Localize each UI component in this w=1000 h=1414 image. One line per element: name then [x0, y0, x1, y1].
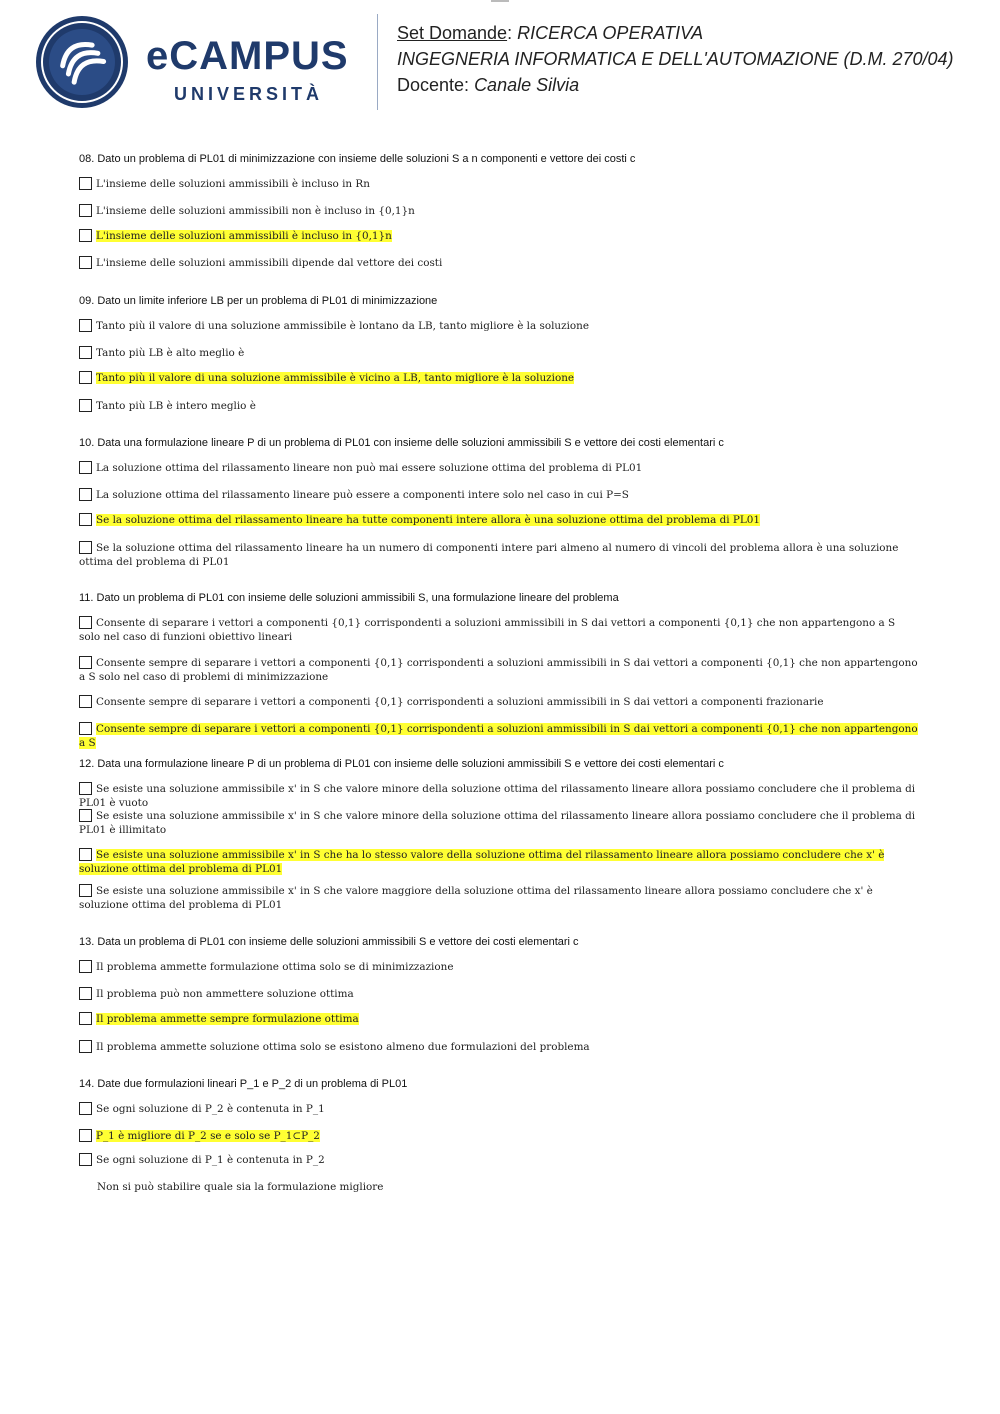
- checkbox[interactable]: [79, 1153, 92, 1166]
- question-title: 14. Date due formulazioni lineari P_1 e P_2 di un problema di PL01: [79, 1078, 408, 1090]
- checkbox[interactable]: [79, 513, 92, 526]
- teacher-name: Canale Silvia: [474, 75, 580, 95]
- checkbox[interactable]: [79, 884, 92, 897]
- answer-text: Se la soluzione ottima del rilassamento lineare ha un numero di componenti intere pari almeno al numero di vincoli del problema allora è una soluzione ottima del problema di PL01: [79, 542, 899, 568]
- answer-text: Il problema ammette soluzione ottima solo se esistono almeno due formulazioni del problema: [96, 1041, 590, 1053]
- answer-option-no-checkbox: [97, 1180, 917, 1194]
- answer-text: Se ogni soluzione di P_1 è contenuta in P_2: [96, 1154, 325, 1166]
- answer-option[interactable]: [79, 656, 919, 684]
- checkbox[interactable]: [79, 960, 92, 973]
- answer-text-highlighted: Se la soluzione ottima del rilassamento lineare ha tutte componenti intere allora è una soluzione ottima del problema di PL01: [96, 514, 761, 526]
- answer-option[interactable]: [79, 616, 919, 644]
- answer-text: L'insieme delle soluzioni ammissibili dipende dal vettore dei costi: [96, 257, 443, 269]
- answer-option[interactable]: [79, 488, 919, 502]
- page-header: [0, 0, 1000, 120]
- checkbox[interactable]: [79, 695, 92, 708]
- answer-option[interactable]: [79, 782, 919, 810]
- header-divider: [377, 14, 378, 110]
- checkbox[interactable]: [79, 177, 92, 190]
- ecampus-logo-icon: [34, 14, 130, 110]
- checkbox[interactable]: [79, 319, 92, 332]
- answer-option[interactable]: [79, 848, 919, 876]
- checkbox[interactable]: [79, 204, 92, 217]
- answer-option[interactable]: [79, 960, 919, 974]
- answer-text: Non si può stabilire quale sia la formulazione migliore: [97, 1181, 384, 1193]
- answer-text: Se esiste una soluzione ammissibile x' in S che valore minore della soluzione ottima del rilassamento lineare allora possiamo concludere che il problema di PL01 è illimitato: [79, 810, 916, 836]
- answer-text: Consente sempre di separare i vettori a componenti {0,1} corrispondenti a soluzioni ammissibili in S dai vettori a componenti frazionarie: [96, 696, 824, 708]
- checkbox[interactable]: [79, 541, 92, 554]
- answer-text: La soluzione ottima del rilassamento lineare non può mai essere soluzione ottima del problema di PL01: [96, 462, 643, 474]
- question-title: 11. Dato un problema di PL01 con insieme delle soluzioni ammissibili S, una formulazione lineare del problema: [79, 592, 619, 604]
- checkbox[interactable]: [79, 656, 92, 669]
- logo-subtitle: UNIVERSITÀ: [174, 84, 324, 104]
- answer-option[interactable]: [79, 461, 919, 475]
- answer-option[interactable]: [79, 371, 919, 385]
- top-mark: [491, 0, 509, 2]
- answer-text: Consente di separare i vettori a componenti {0,1} corrispondenti a soluzioni ammissibili in S dai vettori a componenti {0,1} che non appartengono a S solo nel caso di funzioni obiettivo lineari: [79, 617, 896, 643]
- answer-text-highlighted: Tanto più il valore di una soluzione ammissibile è vicino a LB, tanto migliore è la soluzione: [96, 372, 575, 384]
- checkbox[interactable]: [79, 987, 92, 1000]
- answer-option[interactable]: [79, 809, 919, 837]
- checkbox[interactable]: [79, 848, 92, 861]
- checkbox[interactable]: [79, 782, 92, 795]
- ecampus-logo: [34, 14, 364, 110]
- answer-text: L'insieme delle soluzioni ammissibili non è incluso in {0,1}n: [96, 205, 415, 217]
- set-value: RICERCA OPERATIVA: [517, 23, 704, 43]
- course-line: [397, 46, 954, 72]
- answer-text: Tanto più LB è intero meglio è: [96, 400, 256, 412]
- checkbox[interactable]: [79, 1040, 92, 1053]
- answer-option[interactable]: [79, 541, 919, 569]
- checkbox[interactable]: [79, 809, 92, 822]
- answer-text: Se ogni soluzione di P_2 è contenuta in P_1: [96, 1103, 325, 1115]
- checkbox[interactable]: [79, 1102, 92, 1115]
- checkbox[interactable]: [79, 229, 92, 242]
- checkbox[interactable]: [79, 461, 92, 474]
- checkbox[interactable]: [79, 722, 92, 735]
- checkbox[interactable]: [79, 371, 92, 384]
- answer-option[interactable]: [79, 204, 919, 218]
- checkbox[interactable]: [79, 616, 92, 629]
- teacher-line: [397, 72, 954, 98]
- question-title: 08. Dato un problema di PL01 di minimizzazione con insieme delle soluzioni S a n componenti e vettore dei costi c: [79, 153, 636, 165]
- answer-text: Il problema può non ammettere soluzione ottima: [96, 988, 354, 1000]
- question-title: 10. Data una formulazione lineare P di un problema di PL01 con insieme delle soluzioni ammissibili S e vettore dei costi elementari c: [79, 437, 724, 449]
- answer-option[interactable]: [79, 513, 919, 527]
- answer-text-highlighted: P_1 è migliore di P_2 se e solo se P_1⊂P_2: [96, 1130, 320, 1142]
- answer-option[interactable]: [79, 884, 919, 912]
- answer-text: Tanto più LB è alto meglio è: [96, 347, 245, 359]
- answer-option[interactable]: [79, 1012, 919, 1026]
- checkbox[interactable]: [79, 1012, 92, 1025]
- checkbox[interactable]: [79, 346, 92, 359]
- answer-text-highlighted: L'insieme delle soluzioni ammissibili è incluso in {0,1}n: [96, 230, 392, 242]
- answer-option[interactable]: [79, 1153, 919, 1167]
- answer-option[interactable]: [79, 177, 919, 191]
- answer-option[interactable]: [79, 399, 919, 413]
- checkbox[interactable]: [79, 256, 92, 269]
- answer-text: Il problema ammette formulazione ottima solo se di minimizzazione: [96, 961, 454, 973]
- answer-option[interactable]: [79, 256, 919, 270]
- checkbox[interactable]: [79, 1129, 92, 1142]
- header-info: [397, 20, 954, 98]
- answer-option[interactable]: [79, 722, 919, 750]
- question-title: 13. Data un problema di PL01 con insieme delle soluzioni ammissibili S e vettore dei costi elementari c: [79, 936, 579, 948]
- answer-text: Tanto più il valore di una soluzione ammissibile è lontano da LB, tanto migliore è la soluzione: [96, 320, 589, 332]
- course-name: INGEGNERIA INFORMATICA E DELL'AUTOMAZIONE (D.M. 270/04): [397, 49, 954, 69]
- answer-text: Consente sempre di separare i vettori a componenti {0,1} corrispondenti a soluzioni ammissibili in S dai vettori a componenti {0,1} che non appartengono a S solo nel caso di problemi di minimizzazione: [79, 657, 918, 683]
- answer-option[interactable]: [79, 1102, 919, 1116]
- answer-option[interactable]: [79, 987, 919, 1001]
- question-title: 12. Data una formulazione lineare P di un problema di PL01 con insieme delle soluzioni ammissibili S e vettore dei costi elementari c: [79, 758, 724, 770]
- answer-text: La soluzione ottima del rilassamento lineare può essere a componenti intere solo nel caso in cui P=S: [96, 489, 629, 501]
- answer-option[interactable]: [79, 229, 919, 243]
- checkbox[interactable]: [79, 399, 92, 412]
- answer-option[interactable]: [79, 1040, 919, 1054]
- answer-text: Se esiste una soluzione ammissibile x' in S che valore maggiore della soluzione ottima del rilassamento lineare allora possiamo concludere che x' è soluzione ottima del problema di PL01: [79, 885, 873, 911]
- answer-text: L'insieme delle soluzioni ammissibili è incluso in Rn: [96, 178, 370, 190]
- question-title: 09. Dato un limite inferiore LB per un problema di PL01 di minimizzazione: [79, 295, 438, 307]
- answer-text-highlighted: Il problema ammette sempre formulazione ottima: [96, 1013, 359, 1025]
- teacher-label: Docente:: [397, 75, 470, 95]
- set-label: Set Domande: [397, 23, 508, 43]
- answer-text-highlighted: Se esiste una soluzione ammissibile x' in S che ha lo stesso valore della soluzione ottima del rilassamento lineare allora possiamo concludere che x' è soluzione ottima del problema di PL01: [79, 849, 885, 875]
- answer-option[interactable]: [79, 1129, 919, 1143]
- answer-option[interactable]: [79, 319, 919, 333]
- answer-option[interactable]: [79, 695, 919, 709]
- answer-text-highlighted: Consente sempre di separare i vettori a componenti {0,1} corrispondenti a soluzioni ammissibili in S dai vettori a componenti {0,1} che non appartengono a S: [79, 723, 918, 749]
- checkbox[interactable]: [79, 488, 92, 501]
- answer-text: Se esiste una soluzione ammissibile x' in S che valore minore della soluzione ottima del rilassamento lineare allora possiamo concludere che il problema di PL01 è vuoto: [79, 783, 916, 809]
- set-line: Set Domande: RICERCA OPERATIVA: [397, 23, 704, 43]
- answer-option[interactable]: [79, 346, 919, 360]
- logo-wordmark: eCAMPUS: [146, 34, 349, 78]
